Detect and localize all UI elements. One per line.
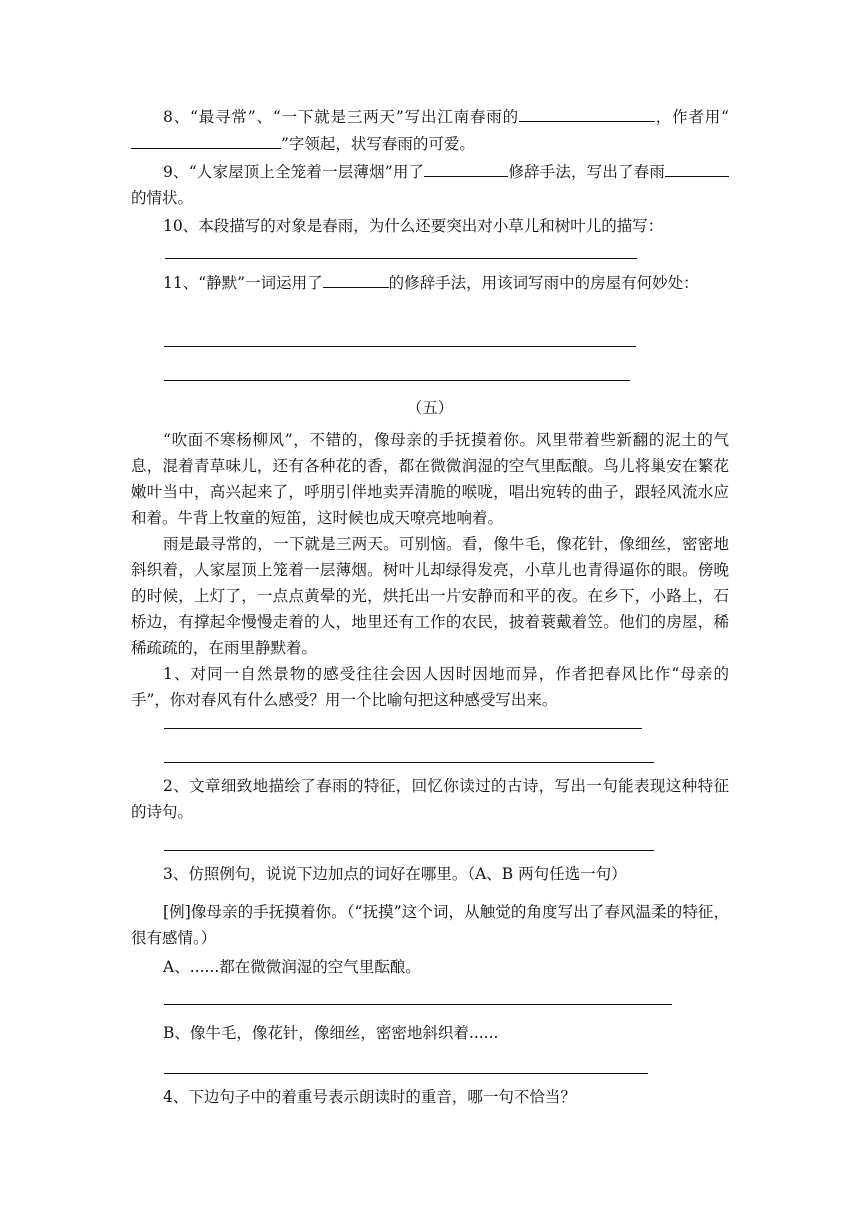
question-b3: 3、仿照例句，说说下边加点的词好在哪里。（A、B 两句任选一句）	[163, 865, 627, 883]
question-8-text-1: 8、“最寻常”、“一下就是三两天”写出江南春雨的	[163, 108, 519, 126]
question-10	[131, 213, 729, 239]
answer-line[interactable]	[164, 380, 630, 381]
answer-blank[interactable]	[131, 130, 281, 149]
question-b4: 4、下边句子中的着重号表示朗读时的重音，哪一句不恰当？	[163, 1088, 576, 1106]
question-b2: 2、文章细致地描绘了春雨的特征，回忆你读过的古诗，写出一句能表现这种特征的诗句。	[131, 777, 729, 821]
question-9-text-2: 修辞手法，写出了春雨	[508, 163, 665, 181]
question-8-text-3: ”字领起，状写春雨的可爱。	[281, 135, 475, 153]
question-11-text-2: 的修辞手法，用该词写雨中的房屋有何妙处：	[388, 274, 699, 292]
answer-blank[interactable]	[665, 158, 729, 177]
option-b: B、像牛毛，像花针，像细丝，密密地斜织着......	[163, 1024, 499, 1042]
answer-line[interactable]	[164, 1073, 648, 1074]
question-8	[131, 103, 729, 157]
answer-line[interactable]	[164, 728, 642, 729]
answer-blank[interactable]	[424, 158, 508, 177]
answer-line[interactable]	[164, 762, 654, 763]
question-10-text: 10、本段描写的对象是春雨，为什么还要突出对小草儿和树叶儿的描写：	[163, 217, 664, 235]
answer-blank[interactable]	[323, 269, 389, 288]
question-9	[131, 158, 729, 211]
section-title: （五）	[406, 399, 454, 417]
answer-blank[interactable]	[519, 103, 655, 122]
question-8-text-2: ，作者用“	[654, 108, 729, 126]
passage-paragraph-2: 雨是最寻常的，一下就是三两天。可别恼。看，像牛毛，像花针，像细丝，密密地斜织着，人家屋顶上笼着一层薄烟。树叶儿却绿得发亮，小草儿也青得逼你的眼。傍晚的时候，上灯了，一点点黄晕的光，烘托出一片安静而和平的夜。在乡下，小路上，石桥边，有撑起伞慢慢走着的人，地里还有工作的农民，披着蓑戴着笠。他们的房屋，稀稀疏疏的，在雨里静默着。	[131, 535, 729, 657]
answer-line[interactable]	[164, 346, 636, 347]
question-9-text-3: 的情状。	[131, 189, 194, 207]
question-11	[131, 269, 729, 296]
answer-line[interactable]	[165, 258, 637, 259]
example-sentence: [例]像母亲的手抚摸着你。（“抚摸”这个词，从触觉的角度写出了春风温柔的特征，很有感情。）	[131, 903, 729, 947]
answer-line[interactable]	[164, 850, 654, 851]
question-b1: 1、对同一自然景物的感受往往会因人因时因地而异，作者把春风比作“母亲的手”，你对春风有什么感受？用一个比喻句把这种感受写出来。	[131, 665, 729, 709]
passage-paragraph-1: “吹面不寒杨柳风”，不错的，像母亲的手抚摸着你。风里带着些新翻的泥土的气息，混着青草味儿，还有各种花的香，都在微微润湿的空气里酝酿。鸟儿将巢安在繁花嫩叶当中，高兴起来了，呼朋引伴地卖弄清脆的喉咙，唱出宛转的曲子，跟轻风流水应和着。牛背上牧童的短笛，这时候也成天嘹亮地响着。	[131, 431, 729, 527]
answer-line[interactable]	[164, 1004, 672, 1005]
question-9-text-1: 9、“人家屋顶上全笼着一层薄烟”用了	[163, 163, 425, 181]
option-a: A、......都在微微润湿的空气里酝酿。	[163, 958, 421, 976]
question-11-text-1: 11、“静默”一词运用了	[163, 274, 323, 292]
